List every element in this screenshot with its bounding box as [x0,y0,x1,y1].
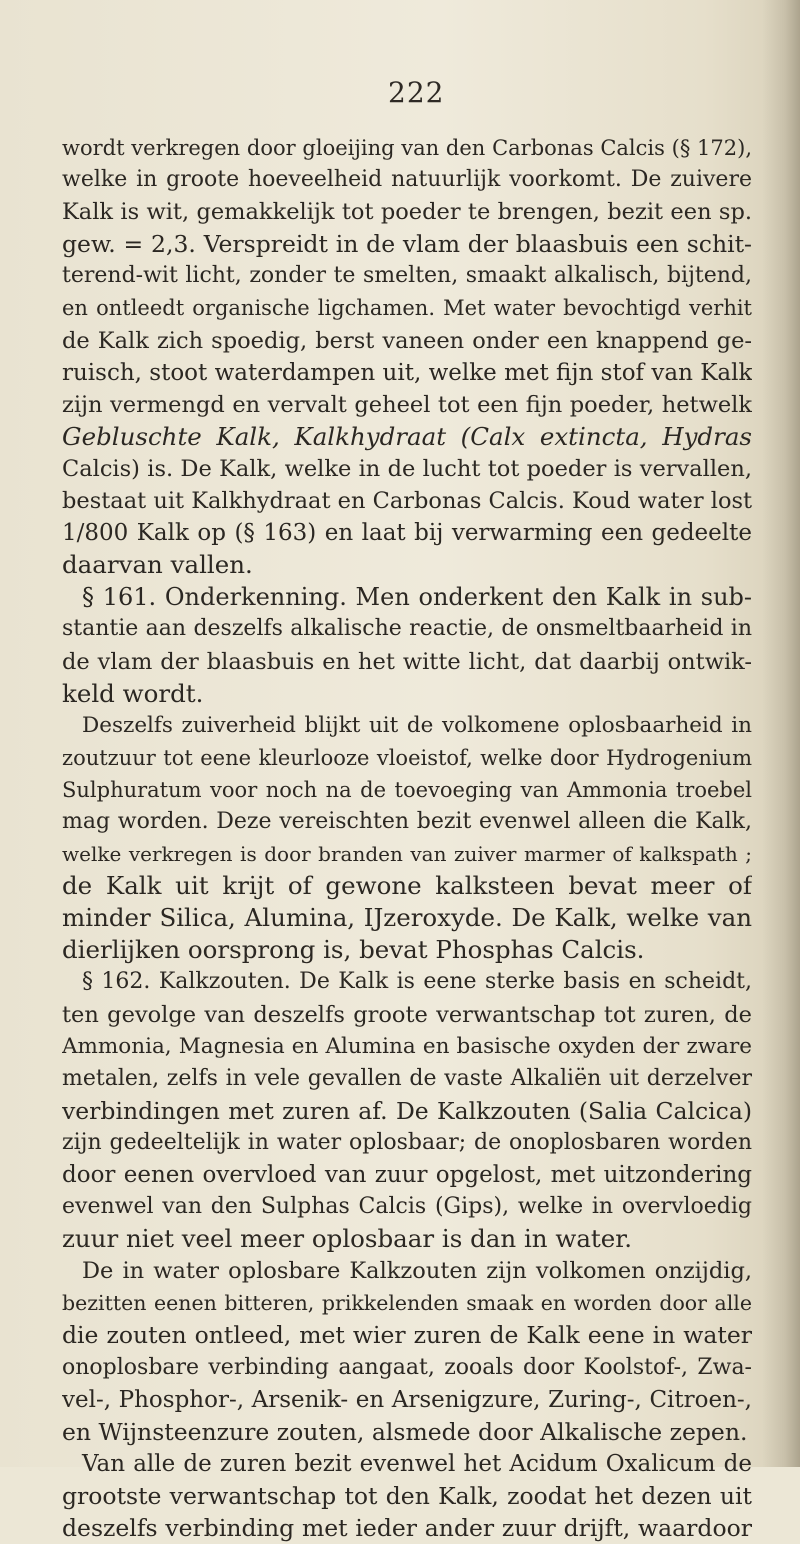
text-line: gew. = 2,3. Verspreidt in de vlam der blaasbuis een schit- [62,230,752,259]
text-line: dierlijken oorsprong is, bevat Phosphas Calcis. [62,935,645,965]
text-line: bezitten eenen bitteren, prikkelenden smaak en worden door alle [62,1291,752,1316]
text-line: de Kalk zich spoedig, berst vaneen onder een knappend ge- [62,327,752,354]
text-line: zoutzuur tot eene kleurlooze vloeistof, welke door Hydrogenium [62,745,752,770]
text-line: de vlam der blaasbuis en het witte licht, dat daarbij ontwik- [62,648,752,675]
text-line: door eenen overvloed van zuur opgelost, met uitzondering [62,1162,752,1188]
body-text [62,132,752,1544]
text-line: Kalk is wit, gemakkelijk tot poeder te brengen, bezit een sp. [62,199,752,226]
text-line: Sulphuratum voor noch na de toevoeging van Ammonia troebel [62,777,752,802]
text-line: Calcis) is. De Kalk, welke in de lucht tot poeder is vervallen, [62,455,752,482]
text-line: 1/800 Kalk op (§ 163) en laat bij verwarming een gedeelte [62,520,752,547]
text-line: keld wordt. [62,678,204,708]
text-line: welke in groote hoeveelheid natuurlijk voorkomt. De zuivere [62,167,752,193]
text-line: grootste verwantschap tot den Kalk, zoodat het dezen uit [62,1481,752,1510]
text-line: zuur niet veel meer oplosbaar is dan in water. [62,1224,633,1254]
text-line: verbindingen met zuren af. De Kalkzouten (Salia Calcica) [62,1096,752,1125]
text-line: mag worden. Deze vereischten bezit evenwel alleen die Kalk, [62,808,752,834]
text-line: zijn vermengd en vervalt geheel tot een fijn poeder, hetwelk [62,391,752,418]
page-edge-shadow [762,0,800,1467]
text-line: Gebluschte Kalk, Kalkhydraat (Calx extincta, Hydras [62,421,752,451]
text-line: en ontleedt organische ligchamen. Met water bevochtigd verhit [62,296,752,321]
text-line: terend-wit licht, zonder te smelten, smaakt alkalisch, bijtend, [62,263,752,289]
text-line: daarvan vallen. [62,550,253,580]
text-line: vel-, Phosphor-, Arsenik- en Arsenigzure, Zuring-, Citroen-, [62,1386,752,1413]
text-line: wordt verkregen door gloeijing van den Carbonas Calcis (§ 172), [62,136,752,160]
text-line: zijn gedeeltelijk in water oplosbaar; de onoplosbaren worden [62,1129,752,1155]
text-line: minder Silica, Alumina, IJzeroxyde. De Kalk, welke van [62,903,752,933]
text-line: onoplosbare verbinding aangaat, zooals door Koolstof-, Zwa- [62,1354,752,1380]
text-line: stantie aan deszelfs alkalische reactie, de onsmeltbaarheid in [62,616,752,642]
text-line: De in water oplosbare Kalkzouten zijn volkomen onzijdig, [82,1258,752,1285]
section-heading-line: § 161. Onderkenning. Men onderkent den Kalk in sub- [82,583,752,612]
text-line: de Kalk uit krijt of gewone kalksteen bevat meer of [62,871,752,901]
text-line: metalen, zelfs in vele gevallen de vaste Alkaliën uit derzelver [62,1065,752,1091]
text-line: deszelfs verbinding met ieder ander zuur drijft, waardoor [62,1514,752,1543]
text-line: ten gevolge van deszelfs groote verwantschap tot zuren, de [62,1001,752,1028]
text-line: ruisch, stoot waterdampen uit, welke met fijn stof van Kalk [62,359,752,386]
text-line: welke verkregen is door branden van zuiver marmer of kalkspath ; [62,842,752,867]
text-line: evenwel van den Sulphas Calcis (Gips), welke in overvloedig [62,1194,752,1220]
text-line: die zouten ontleed, met wier zuren de Kalk eene in water [62,1321,752,1350]
text-line: en Wijnsteenzure zouten, alsmede door Alkalische zepen. [62,1417,748,1446]
text-line: Van alle de zuren bezit evenwel het Acidum Oxalicum de [82,1450,752,1477]
text-line: Ammonia, Magnesia en Alumina en basische oxyden der zware [62,1033,752,1059]
section-heading-line: § 162. Kalkzouten. De Kalk is eene sterke basis en scheidt, [82,969,752,995]
page-number: 222 [388,76,445,109]
text-line: Deszelfs zuiverheid blijkt uit de volkomene oplosbaarheid in [82,712,752,738]
text-line: bestaat uit Kalkhydraat en Carbonas Calcis. Koud water lost [62,488,752,515]
